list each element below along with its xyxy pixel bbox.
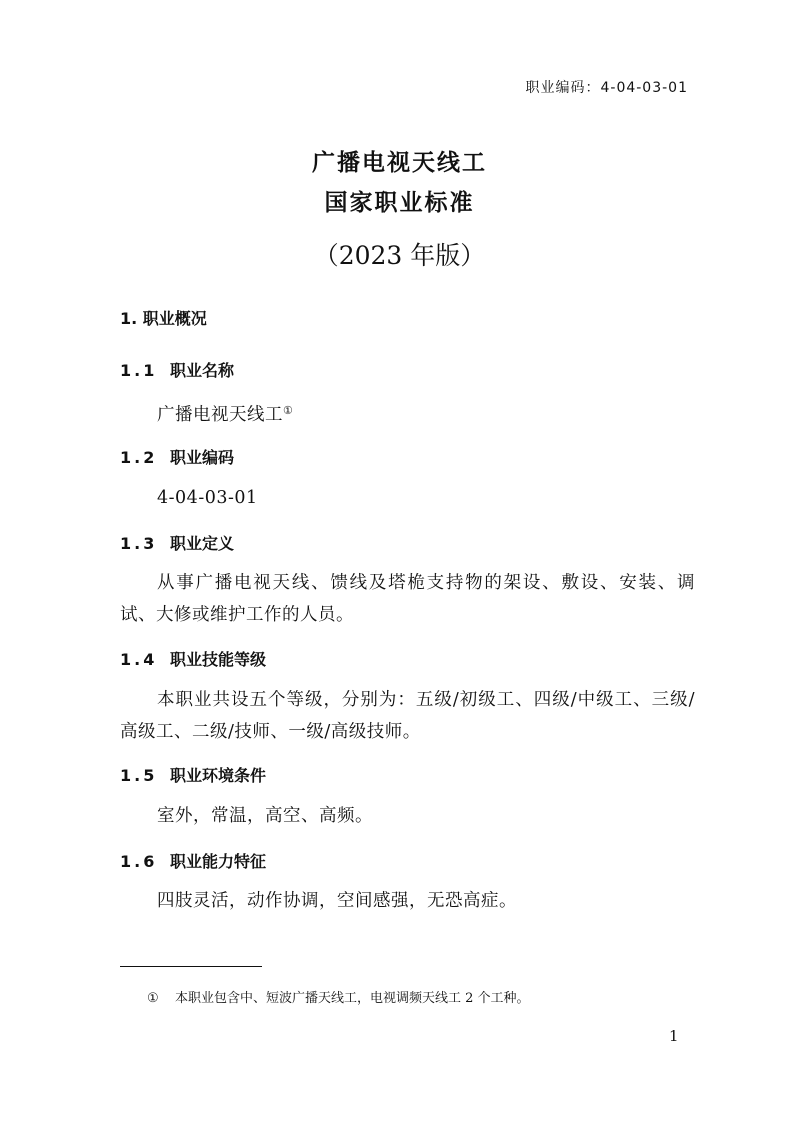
occupation-name-text [120,395,695,431]
section-heading-1: 1. 职业概况 [120,309,207,328]
page-number: 1 [669,1027,679,1045]
section-title: 职业名称 [170,361,235,380]
occupation-name: 广播电视天线工 [157,405,283,425]
section-number: 1.4 [120,650,158,669]
section-title: 职业技能等级 [170,650,267,669]
footnote-reference: ① [283,404,294,417]
section-title: 职业能力特征 [170,852,267,871]
section-number: 1.6 [120,852,158,871]
section-title: 职业环境条件 [170,766,267,785]
section-heading-1-1 [120,358,234,381]
section-title: 职业编码 [170,448,235,467]
footnote [147,987,530,1006]
occupation-definition-text: 从事广播电视天线、馈线及塔桅支持物的架设、敷设、安装、调试、大修或维护工作的人员。 [120,573,695,625]
section-number: 1.1 [120,361,158,380]
section-number: 1.3 [120,534,158,553]
ability-text: 四肢灵活，动作协调，空间感强，无恐高症。 [157,891,517,911]
footnote-mark: ① [147,991,159,1006]
occupation-code-text: 4-04-03-01 [157,488,258,508]
section-heading-1-6 [120,849,266,872]
skill-levels-text: 本职业共设五个等级，分别为：五级/初级工、四级/中级工、三级/高级工、二级/技师、一级/高级技师。 [120,690,695,742]
footnote-text: 本职业包含中、短波广播天线工，电视调频天线工 2 个工种。 [175,991,530,1006]
section-title: 职业定义 [170,534,235,553]
edition-label: （2023 年版） [313,241,486,270]
section-number: 1.2 [120,448,158,467]
footnote-divider [120,966,262,967]
section-heading-1-4 [120,647,266,670]
document-subtitle: 国家职业标准 [324,190,475,216]
document-title: 广播电视天线工 [312,150,487,176]
section-number: 1.5 [120,766,158,785]
section-heading-1-3 [120,531,234,554]
section-heading-1-5 [120,763,266,786]
section-heading-1-2 [120,445,234,468]
occupation-code-header: 职业编码：4-04-03-01 [525,80,688,96]
environment-text: 室外，常温，高空、高频。 [157,806,373,826]
